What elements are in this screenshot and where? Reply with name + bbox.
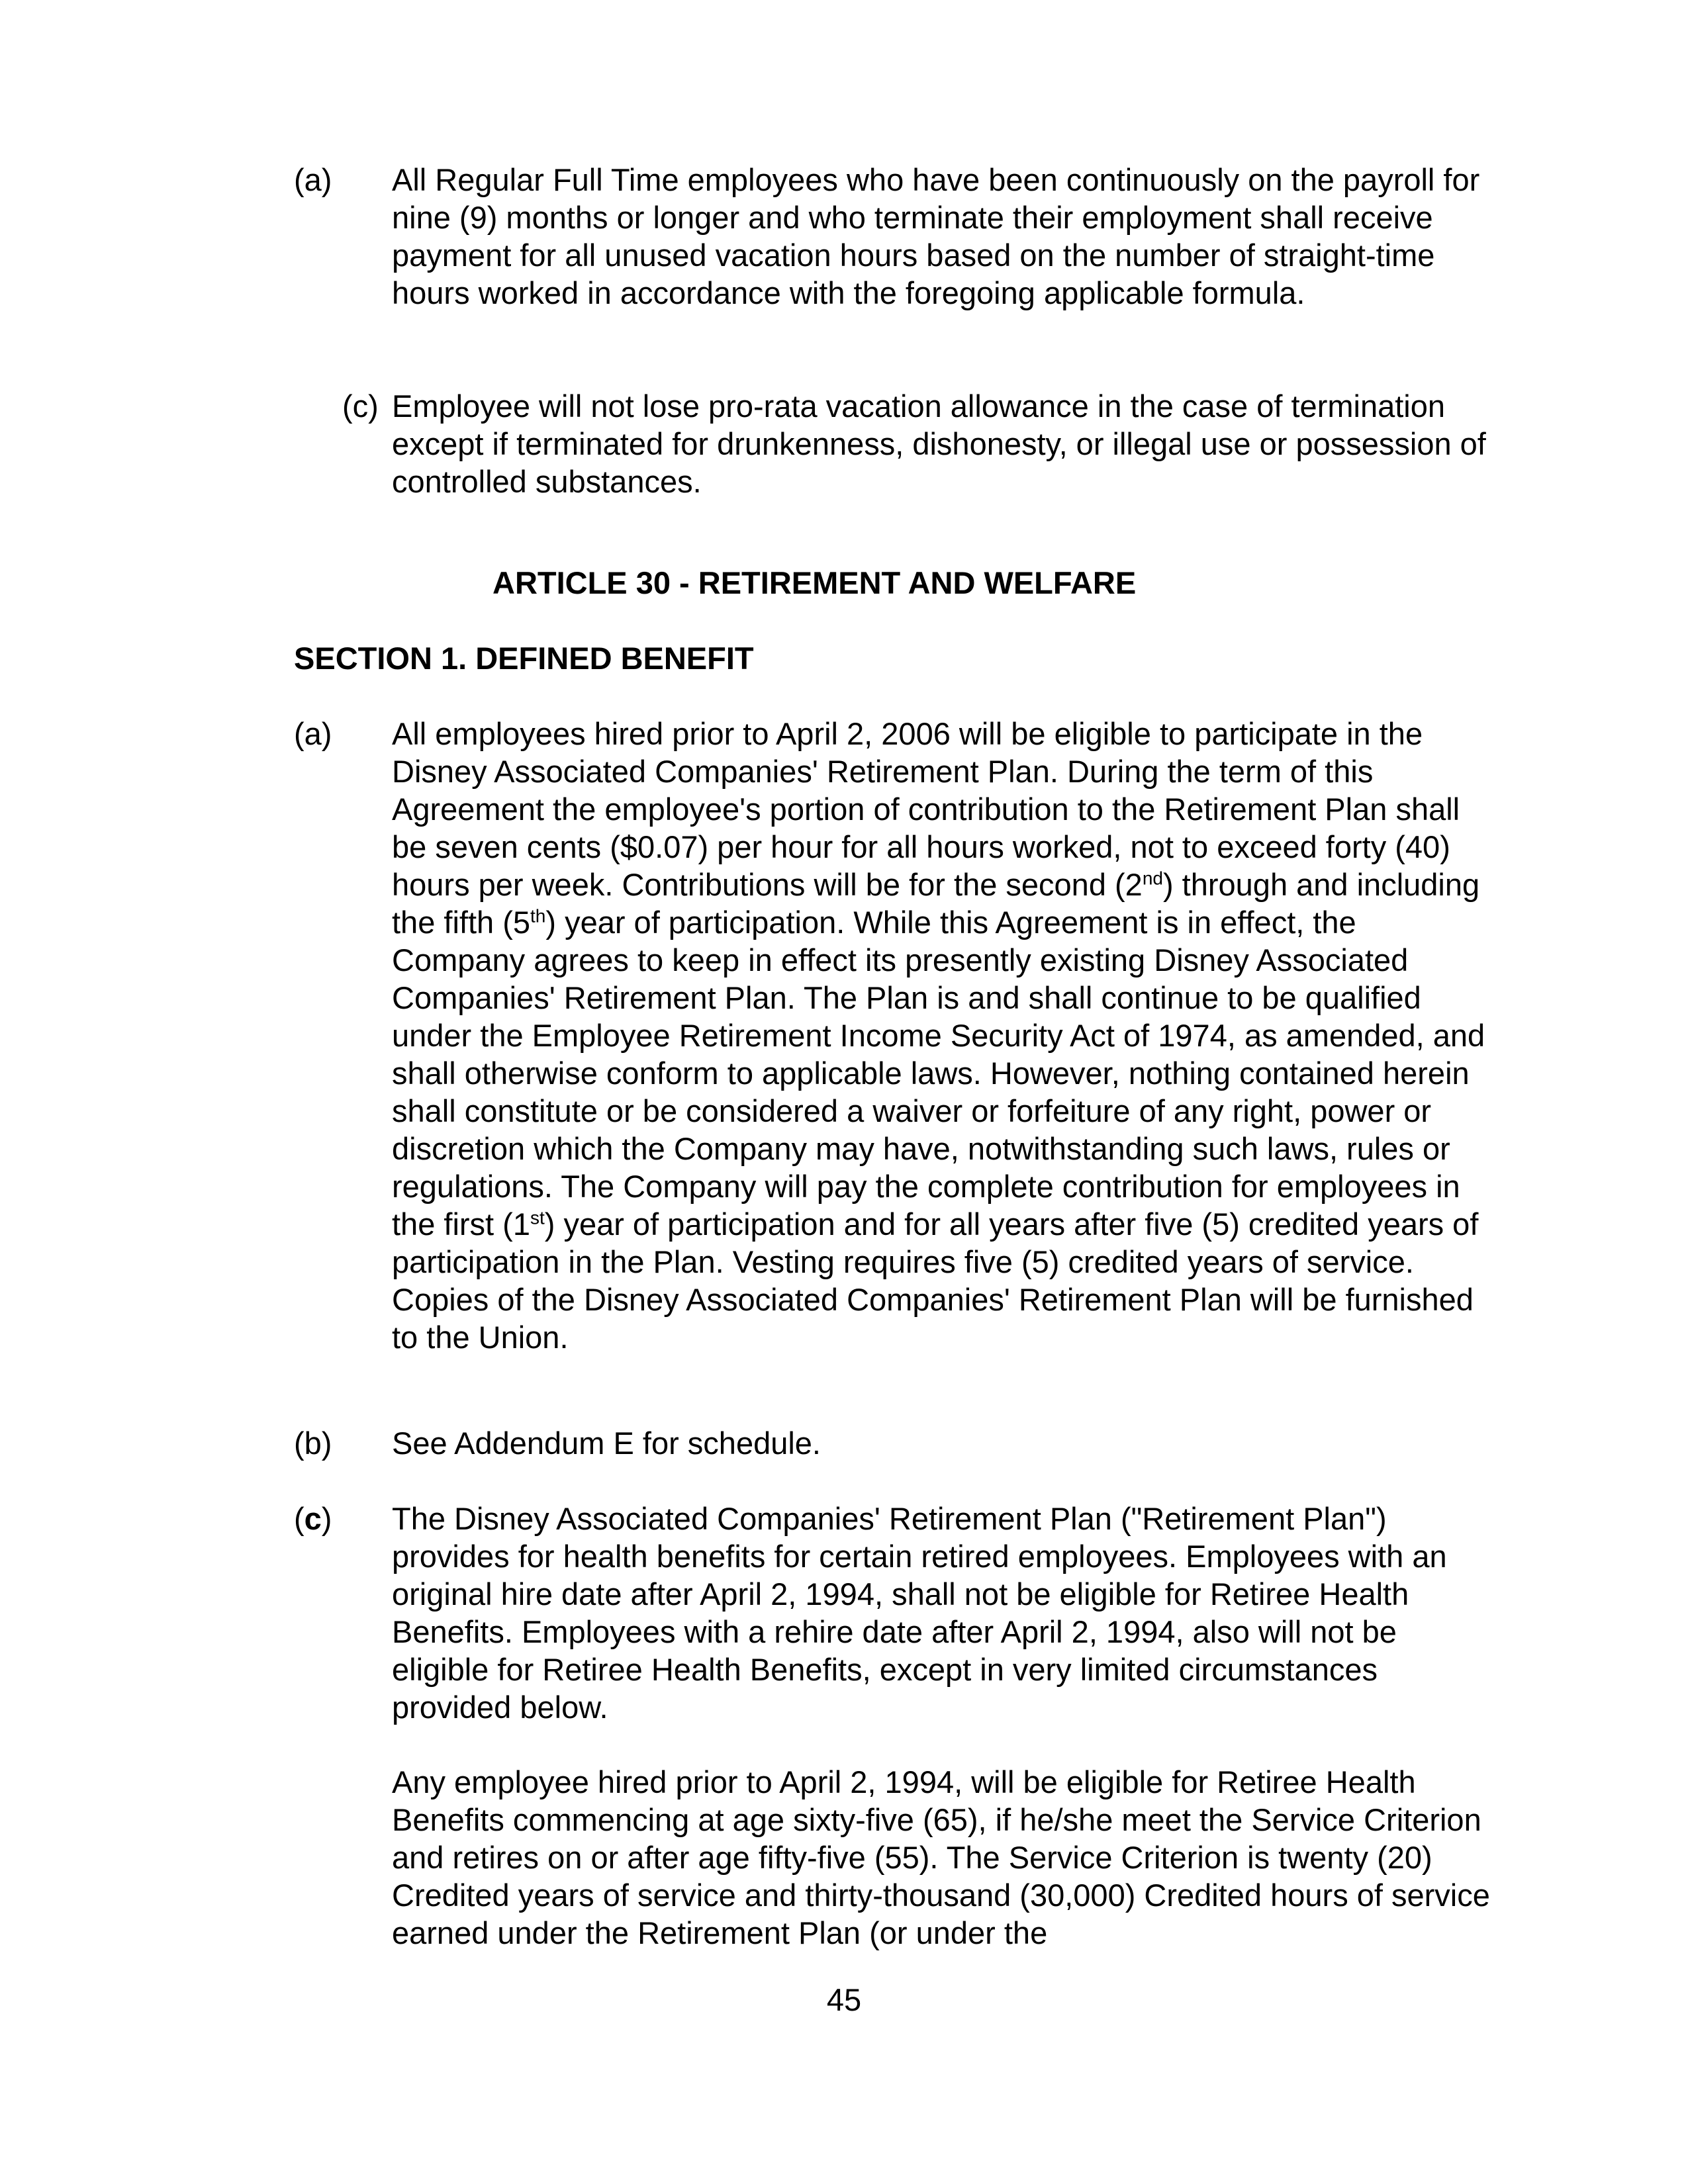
ordinal-suffix-th: th xyxy=(530,905,546,927)
section1-a-text xyxy=(392,715,1491,1356)
section1-a-part1: All employees hired prior to April 2, 2006 will be eligible to participate in the Disney Associated Companies' Retirement Plan. During the term of this Agreement the employee's portion of contribution to the Retirement Plan shall be seven cents ($0.07) per hour for all hours worked, not to exceed forty (40) hours per week. Contributions will be for the second (2 xyxy=(392,716,1460,902)
section1-c-continuation-text: Any employee hired prior to April 2, 1994, will be eligible for Retiree Health Benefits commencing at age sixty-five (65), if he/she meet the Service Criterion and retires on or after age fifty-five (55). The Service Criterion is twenty (20) Credited years of service and thirty-thousand (30,000) Credited hours of service earned under the Retirement Plan (or under the xyxy=(392,1764,1490,1950)
ordinal-suffix-st: st xyxy=(530,1207,545,1228)
label-close-paren: ) xyxy=(321,1501,332,1536)
section1-label-a: (a) xyxy=(294,716,332,751)
label-open-paren: ( xyxy=(294,1501,305,1536)
section-title: SECTION 1. DEFINED BENEFIT xyxy=(294,641,754,676)
page-number: 45 xyxy=(826,1982,862,2017)
paragraph-label-c-top: (c) xyxy=(342,388,379,424)
article-title: ARTICLE 30 - RETIREMENT AND WELFARE xyxy=(492,565,1137,600)
section1-label-c xyxy=(294,1500,332,1537)
paragraph-label-a-top: (a) xyxy=(294,162,332,197)
section1-c-text: The Disney Associated Companies' Retirement Plan ("Retirement Plan") provides for health benefits for certain retired employees. Employees with an original hire date after April 2, 1994, shall not be eligible for Retiree Health Benefits. Employees with a rehire date after April 2, 1994, also will not be eligible for Retiree Health Benefits, except in very limited circumstances provided below. xyxy=(392,1501,1447,1725)
paragraph-a-top-text: All Regular Full Time employees who have been continuously on the payroll for nine (9) months or longer and who terminate their employment shall receive payment for all unused vacation hours based on the number of straight-time hours worked in accordance with the foregoing applicable formula. xyxy=(392,162,1480,310)
section1-label-b: (b) xyxy=(294,1426,332,1461)
section1-a-part2: ) through and including the fifth (5 xyxy=(392,867,1480,940)
section1-a-part4: ) year of participation and for all years after five (5) credited years of participation in the Plan. Vesting requires five (5) credited years of service. Copies of the Disney Associated Companies' Retirement Plan will be furnished to the Union. xyxy=(392,1206,1479,1355)
ordinal-suffix-nd: nd xyxy=(1142,868,1163,889)
paragraph-c-top-text: Employee will not lose pro-rata vacation allowance in the case of termination except if terminated for drunkenness, dishonesty, or illegal use or possession of controlled substances. xyxy=(392,388,1486,499)
section1-b-text: See Addendum E for schedule. xyxy=(392,1426,821,1461)
label-letter: c xyxy=(304,1501,322,1536)
section1-a-part3: ) year of participation. While this Agreement is in effect, the Company agrees to keep in effect its presently existing Disney Associated Companies' Retirement Plan. The Plan is and shall continue to be qualified under the Employee Retirement Income Security Act of 1974, as amended, and shall otherwise conform to applicable laws. However, nothing contained herein shall constitute or be considered a waiver or forfeiture of any right, power or discretion which the Company may have, notwithstanding such laws, rules or regulations. The Company will pay the complete contribution for employees in the first (1 xyxy=(392,905,1485,1242)
